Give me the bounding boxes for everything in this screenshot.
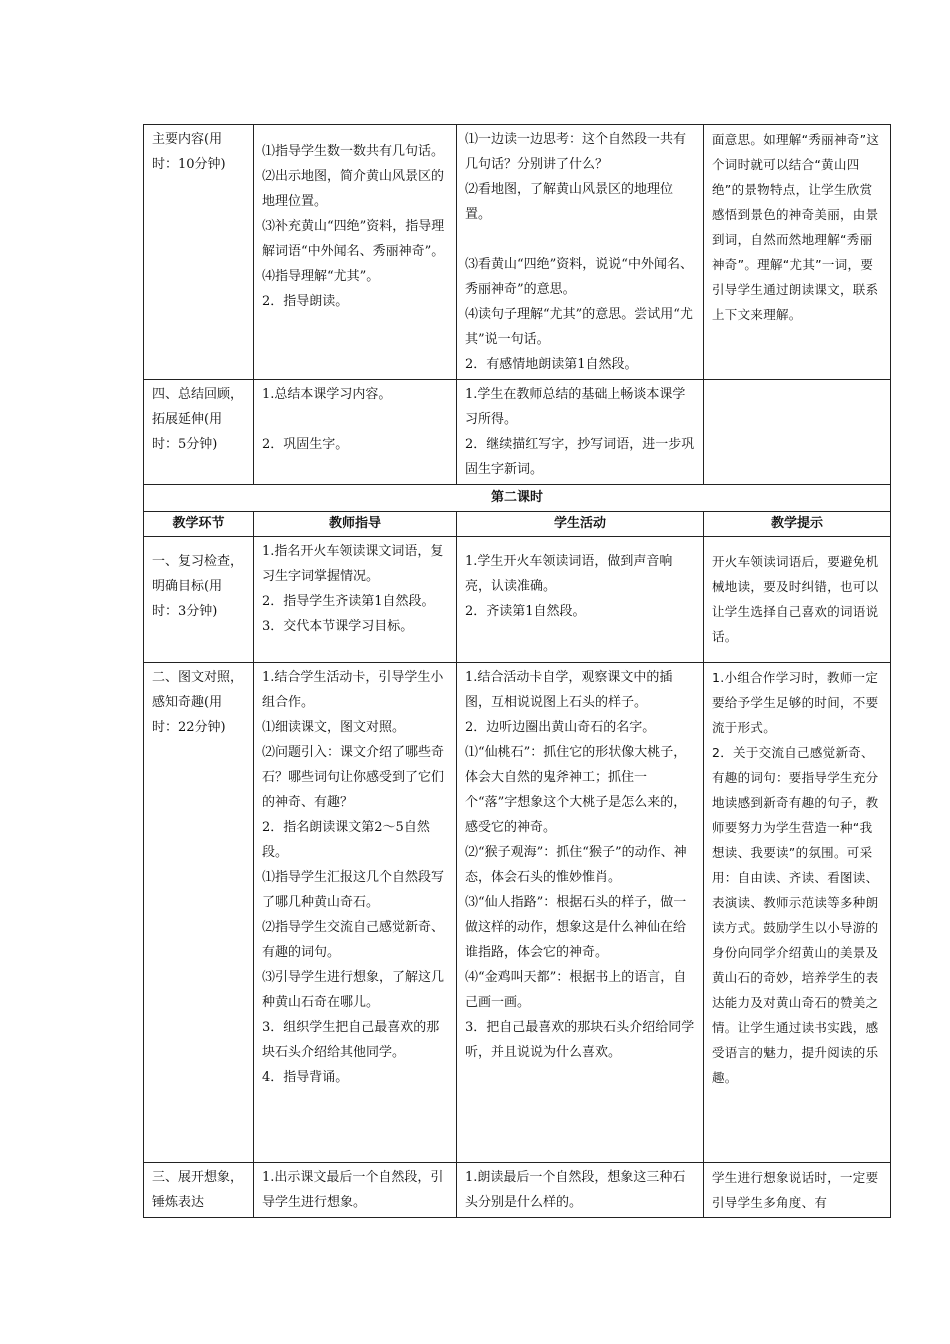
stage-cell: 一、复习检查，明确目标(用时：3分钟) xyxy=(144,537,254,663)
student-line: 2．边听边圈出黄山奇石的名字。 xyxy=(465,720,656,735)
teacher-line: 2．巩固生字。 xyxy=(262,437,349,452)
student-line: ⑶看黄山“四绝”资料，说说“中外闻名、秀丽神奇”的意思。 xyxy=(465,257,693,297)
student-line: 1.学生在教师总结的基础上畅谈本课学习所得。 xyxy=(465,387,686,427)
tip-cell: 学生进行想象说话时，一定要引导学生多角度、有 xyxy=(704,1163,891,1218)
teacher-cell xyxy=(254,663,457,1163)
teacher-line: ⑶引导学生进行想象，了解这几种黄山石奇在哪儿。 xyxy=(262,970,445,1010)
student-line: ⑴一边读一边思考：这个自然段一共有几句话？分别讲了什么？ xyxy=(465,132,687,172)
stage-cell: 主要内容(用时：10分钟) xyxy=(144,125,254,380)
student-cell xyxy=(457,1163,704,1218)
tip-cell xyxy=(704,663,891,1163)
student-cell xyxy=(457,380,704,485)
student-line: 1.朗读最后一个自然段，想象这三种石头分别是什么样的。 xyxy=(465,1170,686,1210)
student-line: 2．继续描红写字，抄写词语，进一步巩固生字新词。 xyxy=(465,437,695,477)
teacher-line: 1.结合学生活动卡，引导学生小组合作。 xyxy=(262,670,444,710)
student-line: ⑷“金鸡叫天都”：根据书上的语言，自己画一画。 xyxy=(465,970,687,1010)
tip-cell: 面意思。如理解“秀丽神奇”这个词时就可以结合“黄山四绝”的景物特点，让学生欣赏感悟到景色的神奇美丽，由景到词，自然而然地理解“秀丽神奇”。理解“尤其”一词，要引导学生通过朗读课文，联系上下文来理解。 xyxy=(704,125,891,380)
header-tip: 教学提示 xyxy=(704,512,891,537)
header-student: 学生活动 xyxy=(457,512,704,537)
table-row-imagine xyxy=(144,1163,891,1218)
lesson-plan-table xyxy=(143,124,891,1218)
section-title-row xyxy=(144,485,891,512)
teacher-line: ⑴指导学生汇报这几个自然段写了哪几种黄山奇石。 xyxy=(262,870,445,910)
teacher-cell xyxy=(254,125,457,380)
teacher-line: 2．指导学生齐读第1自然段。 xyxy=(262,594,435,609)
teacher-cell xyxy=(254,537,457,663)
student-line: 1.结合活动卡自学，观察课文中的插图，互相说说图上石头的样子。 xyxy=(465,670,673,710)
table-row-review xyxy=(144,537,891,663)
student-line: ⑴“仙桃石”：抓住它的形状像大桃子，体会大自然的鬼斧神工；抓住一个“落”字想象这个大桃子是怎么来的，感受它的神奇。 xyxy=(465,745,687,835)
teacher-line: ⑵问题引入：课文介绍了哪些奇石？哪些词句让你感受到了它们的神奇、有趣？ xyxy=(262,745,445,810)
teacher-line: 1.指名开火车领读课文词语，复习生字词掌握情况。 xyxy=(262,544,444,584)
teacher-line: 1.出示课文最后一个自然段，引导学生进行想象。 xyxy=(262,1170,444,1210)
teacher-line: 2．指名朗读课文第2～5自然段。 xyxy=(262,820,430,860)
tip-cell xyxy=(704,380,891,485)
teacher-line: ⑵出示地图，简介黄山风景区的地理位置。 xyxy=(262,169,445,209)
teacher-line: 3．组织学生把自己最喜欢的那块石头介绍给其他同学。 xyxy=(262,1020,440,1060)
student-cell xyxy=(457,537,704,663)
teacher-line: ⑴细读课文，图文对照。 xyxy=(262,720,406,735)
student-cell xyxy=(457,125,704,380)
section-title: 第二课时 xyxy=(144,485,891,512)
stage-cell: 二、图文对照，感知奇趣(用时：22分钟) xyxy=(144,663,254,1163)
teacher-line: ⑵指导学生交流自己感觉新奇、有趣的词句。 xyxy=(262,920,445,960)
teacher-line: 3．交代本节课学习目标。 xyxy=(262,619,414,634)
teacher-line: 1.总结本课学习内容。 xyxy=(262,387,392,402)
student-line: 3．把自己最喜欢的那块石头介绍给同学听，并且说说为什么喜欢。 xyxy=(465,1020,695,1060)
table-row-reading xyxy=(144,663,891,1163)
lesson-plan-page xyxy=(143,124,890,1218)
tip-cell: 开火车领读词语后，要避免机械地读，要及时纠错，也可以让学生选择自己喜欢的词语说话。 xyxy=(704,537,891,663)
header-row xyxy=(144,512,891,537)
teacher-cell xyxy=(254,380,457,485)
teacher-line: ⑴指导学生数一数共有几句话。 xyxy=(262,144,445,159)
student-cell xyxy=(457,663,704,1163)
student-line: ⑵看地图，了解黄山风景区的地理位置。 xyxy=(465,182,674,222)
table-row-summary xyxy=(144,380,891,485)
student-line: 1.学生开火车领读词语，做到声音响亮，认读准确。 xyxy=(465,554,673,594)
student-line: 2．齐读第1自然段。 xyxy=(465,604,586,619)
table-row-main-content xyxy=(144,125,891,380)
header-teacher: 教师指导 xyxy=(254,512,457,537)
tip-line: 1.小组合作学习时，教师一定要给予学生足够的时间，不要流于形式。 xyxy=(712,670,879,735)
teacher-line: ⑷指导理解“尤其”。 xyxy=(262,269,380,284)
stage-cell: 四、总结回顾，拓展延伸(用时：5分钟) xyxy=(144,380,254,485)
student-line: ⑷读句子理解“尤其”的意思。尝试用“尤其”说一句话。 xyxy=(465,307,693,347)
tip-line: 2．关于交流自己感觉新奇、有趣的词句：要指导学生充分地读感到新奇有趣的句子，教师要努力为学生营造一种“我想读、我要读”的氛围。可采用：自由读、齐读、看图读、表演读、教师示范读等多种朗读方式。鼓励学生以小导游的身份向同学介绍黄山的美景及黄山石的奇妙，培养学生的表达能力及对黄山奇石的赞美之情。让学生通过读书实践，感受语言的魅力，提升阅读的乐趣。 xyxy=(712,745,879,1085)
teacher-line: 2．指导朗读。 xyxy=(262,294,349,309)
stage-cell: 三、展开想象，锤炼表达 xyxy=(144,1163,254,1218)
teacher-line: ⑶补充黄山“四绝”资料，指导理解词语“中外闻名、秀丽神奇”。 xyxy=(262,219,445,259)
student-line: ⑵“猴子观海”：抓住“猴子”的动作、神态，体会石头的惟妙惟肖。 xyxy=(465,845,687,885)
student-line: ⑶“仙人指路”：根据石头的样子，做一做这样的动作，想象这是什么神仙在给谁指路，体会它的神奇。 xyxy=(465,895,687,960)
header-stage: 教学环节 xyxy=(144,512,254,537)
student-line: 2．有感情地朗读第1自然段。 xyxy=(465,357,638,372)
teacher-line: 4．指导背诵。 xyxy=(262,1070,349,1085)
teacher-cell xyxy=(254,1163,457,1218)
